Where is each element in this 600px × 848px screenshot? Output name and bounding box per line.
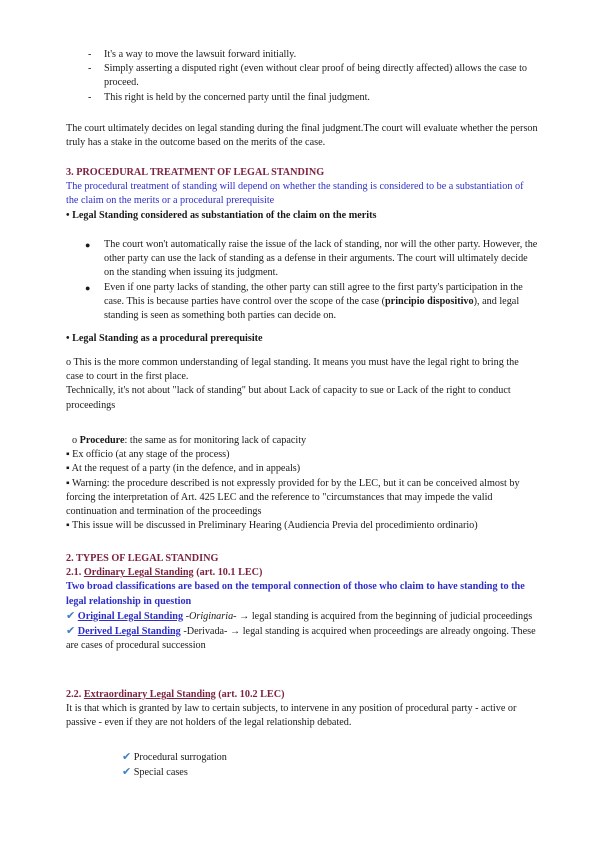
list-item: ● The court won't automatically raise the issue of the lack of standing, nor will the other party. However, the other party can use the lack of standing as a defense in their arguments. The court will ultimately decide on the standing when issuing its judgment.	[85, 239, 538, 279]
checkmark-icon: ✔	[66, 608, 76, 622]
paragraph: Technically, it's not about "lack of standing" but about Lack of capacity to sue or Lack of the right to conduct proceedings	[66, 385, 511, 411]
section-extraordinary	[66, 688, 538, 731]
section-procedural-treatment	[66, 166, 538, 223]
paragraph: o This is the more common understanding of legal standing. It means you must have the legal right to bring the case to court in the first place.	[66, 357, 519, 383]
list-item: ▪ Ex officio (at any stage of the process)	[66, 449, 230, 461]
extraordinary-link[interactable]: Extraordinary Legal Standing	[83, 689, 216, 700]
procedure-line: o Procedure: the same as for monitoring lack of capacity	[72, 435, 307, 446]
subheading-prerequisite: • Legal Standing as a procedural prerequisite	[66, 333, 263, 344]
check-list	[122, 750, 538, 780]
court-decides-paragraph: The court ultimately decides on legal standing during the final judgment.The court will evaluate whether the person truly has a stake in the outcome based on the merits of the case.	[66, 123, 538, 149]
section-heading: 2. TYPES OF LEGAL STANDING	[66, 553, 219, 564]
checkmark-icon: ✔	[122, 765, 132, 779]
section-types	[66, 552, 538, 653]
list-item: - Simply asserting a disputed right (even without clear proof of being directly affected) allows the case to proceed.	[88, 63, 528, 89]
dot-list	[66, 238, 538, 323]
subsection-heading-ordinary: 2.1. Ordinary Legal Standing (art. 10.1 LEC)	[66, 567, 263, 579]
check-item: ✔ Procedural surrogation	[122, 750, 227, 763]
original-standing-link[interactable]: Original Legal Standing	[77, 610, 184, 622]
checkmark-icon: ✔	[122, 750, 132, 763]
top-dash-list	[66, 48, 538, 105]
list-item: ▪ This issue will be discussed in Preliminary Hearing (Audiencia Previa del procedimiento ordinario)	[66, 520, 478, 532]
subheading-substantiation: • Legal Standing considered as substantiation of the claim on the merits	[66, 209, 377, 221]
list-item: ▪ At the request of a party (in the defence, and in appeals)	[66, 463, 301, 475]
list-item: - This right is held by the concerned party until the final judgment.	[88, 91, 370, 103]
prerequisite-paragraphs	[66, 356, 538, 413]
derived-standing-link[interactable]: Derived Legal Standing	[77, 626, 181, 638]
list-item: ● Even if one party lacks of standing, the other party can still agree to the first party's participation in the case. This is because parties have control over the scope of the case (principio dispositivo), and legal standing is seen as something both parties can decide on.	[85, 281, 523, 322]
section-heading: 3. PROCEDURAL TREATMENT OF LEGAL STANDING	[66, 167, 325, 178]
check-item: ✔ Special cases	[122, 765, 188, 779]
subsection-heading-extraordinary: 2.2. Extraordinary Legal Standing (art. 10.2 LEC)	[66, 689, 285, 700]
list-item: ▪ Warning: the procedure described is not expressly provided for by the LEC, but it can be conceived almost by forcing the interpretation of Art. 425 LEC and the reference to "circumstances that may impede the valid continuation and termination of the proceedings	[66, 477, 520, 518]
derived-standing-item: ✔ Derived Legal Standing -Derivada- → legal standing is acquired when proceedings are already ongoing. These are cases of procedural succession	[66, 624, 536, 652]
ordinary-link[interactable]: Ordinary Legal Standing	[83, 567, 194, 579]
section-intro: The procedural treatment of standing will depend on whether the standing is considered to be a substantiation of the claim on the merits or a procedural prerequisite	[66, 181, 524, 207]
procedure-block	[66, 434, 538, 533]
original-standing-item: ✔ Original Legal Standing -Originaria- → legal standing is acquired from the beginning of judicial proceedings	[66, 608, 533, 622]
subsection-intro: Two broad classifications are based on the temporal connection of those who claim to have standing to the legal relationship in question	[66, 581, 525, 607]
list-item: - It's a way to move the lawsuit forward initially.	[88, 49, 297, 60]
checkmark-icon: ✔	[66, 624, 76, 638]
extraordinary-paragraph: It is that which is granted by law to certain subjects, to intervene in any position of procedural party - active or passive - even if they are not holders of the legal relationship debated.	[66, 703, 517, 729]
